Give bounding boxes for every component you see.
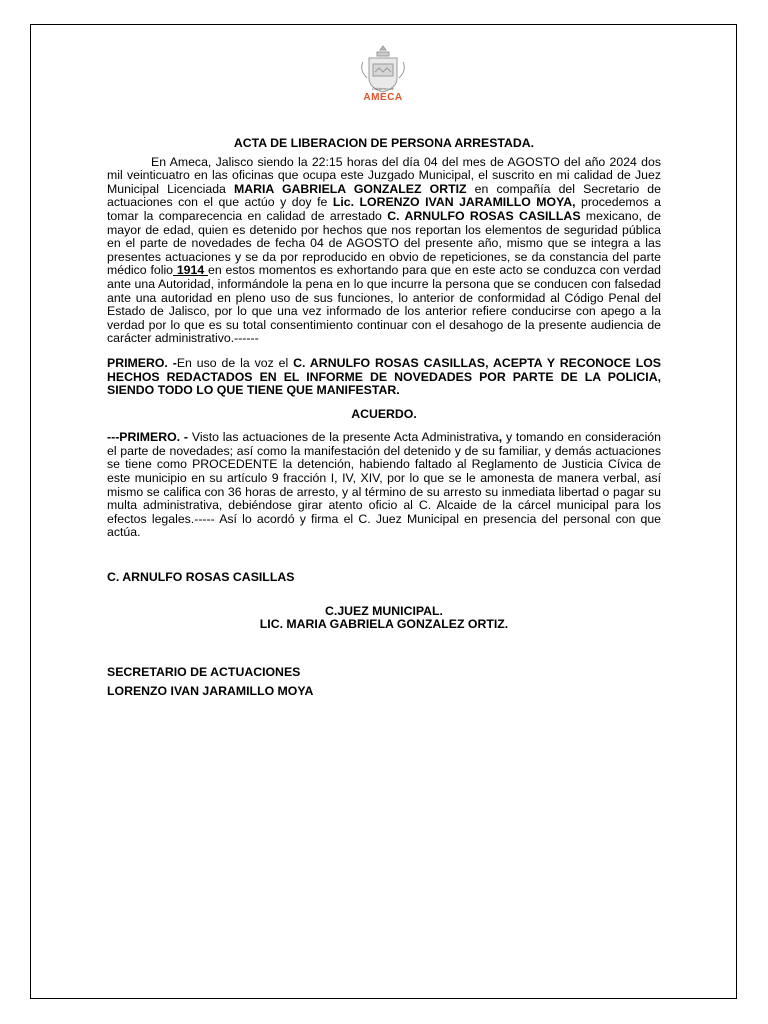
acuerdo-title: ACUERDO. (351, 406, 417, 421)
primero-bold-text: C. ARNULFO ROSAS CASILLAS, ACEPTA Y RECONOCE LOS HECHOS REDACTADOS EN EL INFORME DE NOVEDADES POR PARTE DE LA POLICIA, SIENDO TODO LO QUE TIENE QUE MANIFESTAR. (107, 355, 661, 398)
arrested-name: C. ARNULFO ROSAS CASILLAS (387, 208, 581, 223)
logo-text: AMECA (363, 92, 403, 103)
acuerdo-paragraph (107, 431, 661, 540)
acuerdo-text-1: Visto las actuaciones de la presente Acta Administrativa (188, 430, 499, 445)
acuerdo-label: ---PRIMERO. - (107, 430, 189, 445)
acuerdo-comma: , (498, 430, 503, 445)
primero-label: PRIMERO. - (107, 355, 177, 370)
acuerdo-text-2: y tomando en consideración el parte de novedades; así como la manifestación del detenido y de su familiar, y demás actuaciones se tiene como PROCEDENTE la detención, habiendo faltado al Reglamento de Justicia Cívica de este municipio en su artículo 9 fracción I, IV, XIV, por lo que se le amonesta de manera verbal, así mismo se califica con 36 horas de arresto, y al término de su arresto su inmediata libertad o pagar su multa administrativa, debiéndose girar atento oficio al C. Alcaide de la cárcel municipal para los efectos legales.----- Así lo acordó y firma el C. Juez Municipal en presencia del personal con que actúa. (107, 430, 661, 540)
primero-paragraph (107, 357, 661, 398)
logo-small-text: Gobierno de (371, 86, 394, 91)
secretary-signature-name: LORENZO IVAN JARAMILLO MOYA (107, 684, 314, 699)
judge-title: C.JUEZ MUNICIPAL. (325, 603, 443, 618)
intro-text-4: mexicano, de mayor de edad, quien es detenido por hechos que nos reportan los elementos de seguridad pública en el parte de novedades de fecha 04 de AGOSTO del presente año, mismo que se integra a las presentes actuaciones y se da por reproducido en obvio de repeticiones, se da constancia del parte médico folio (107, 208, 661, 278)
document-body (107, 137, 661, 699)
intro-text-1: En Ameca, Jalisco siendo la 22:15 horas del día 04 del mes de AGOSTO del año 2024 dos mil veinticuatro en las oficinas que ocupa este Juzgado Municipal, el suscrito en mi calidad de Juez Municipal Licenciada (107, 154, 661, 196)
arrested-signature: C. ARNULFO ROSAS CASILLAS (107, 570, 295, 585)
judge-name: MARIA GABRIELA GONZALEZ ORTIZ (234, 181, 467, 196)
document-title: ACTA DE LIBERACION DE PERSONA ARRESTADA. (233, 136, 535, 150)
folio-number: 1914 (173, 263, 209, 278)
intro-text-2: en compañía del Secretario de actuaciones con el que actúo y doy fe (107, 181, 661, 210)
judge-signature-name: LIC. MARIA GABRIELA GONZALEZ ORTIZ. (259, 617, 509, 632)
intro-paragraph (107, 156, 661, 346)
intro-text-3: procedemos a tomar la comparecencia en calidad de arrestado (107, 195, 662, 223)
secretary-name: Lic. LORENZO IVAN JARAMILLO MOYA, (332, 195, 576, 210)
primero-text: En uso de la voz el (176, 355, 294, 370)
intro-text-5: en estos momentos es exhortando para que en este acto se conduzca con verdad ante una Autoridad, informándole la pena en lo que incurre la persona que se conducen con falsedad ante una autoridad en pleno uso de sus funciones, lo anterior de conformidad al Código Penal del Estado de Jalisco, por lo que una vez informado de los anterior refiere conducirse con apego a la verdad por lo que es su total consentimiento continuar con el desahogo de la presente audiencia de carácter administrativo.------ (107, 263, 661, 346)
secretary-title: SECRETARIO DE ACTUACIONES (107, 664, 301, 679)
